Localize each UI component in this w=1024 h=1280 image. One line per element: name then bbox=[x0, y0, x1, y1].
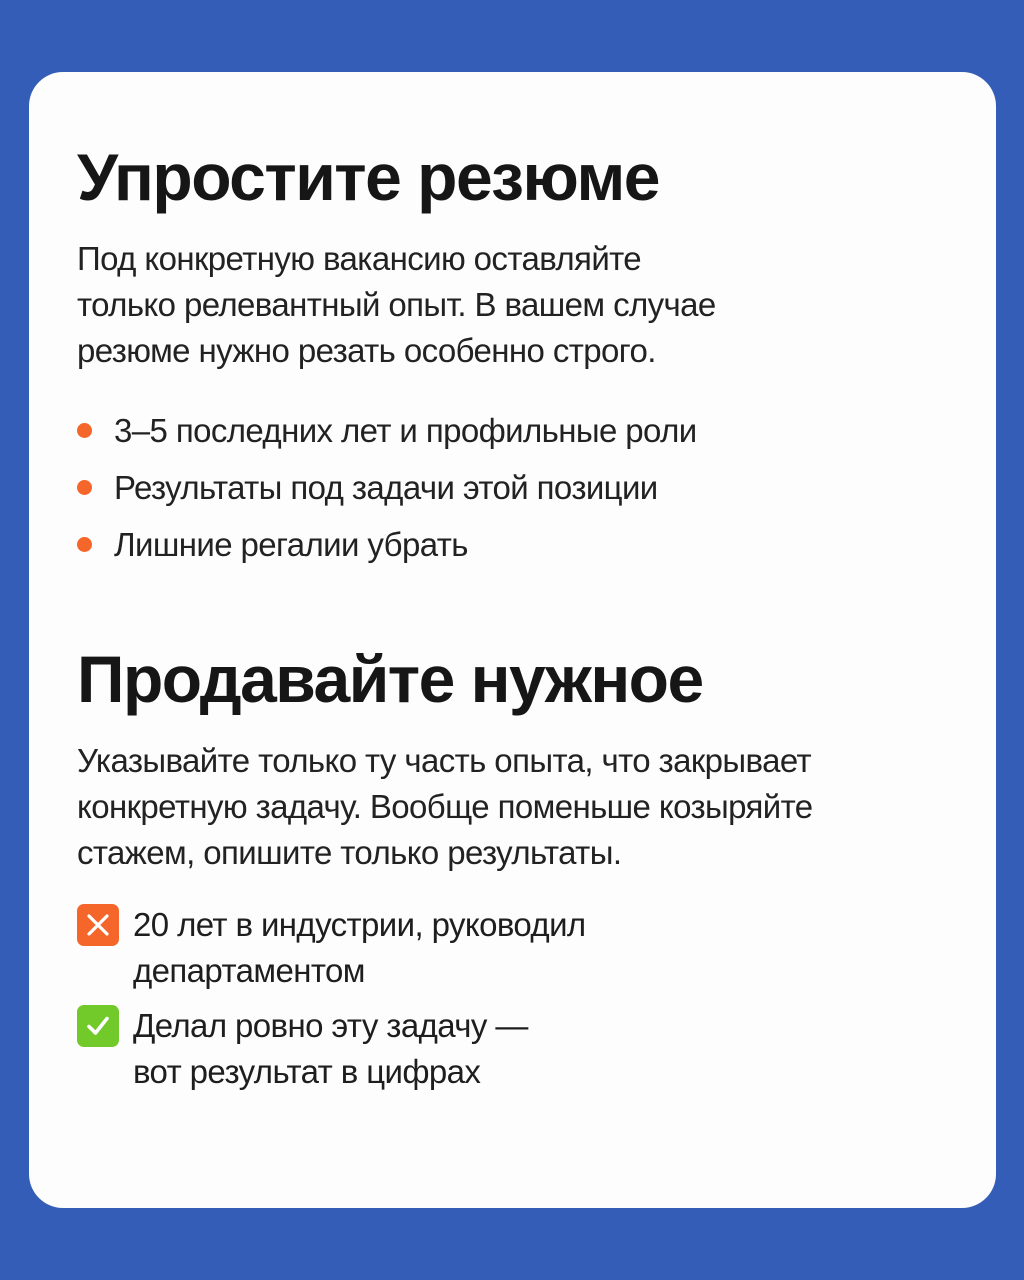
list-item bbox=[77, 459, 956, 516]
list-item-good-example bbox=[77, 1003, 956, 1095]
section-heading: Упростите резюме bbox=[77, 140, 659, 214]
check-mark-icon bbox=[77, 1005, 119, 1047]
content-card bbox=[29, 72, 996, 1208]
example-text: 20 лет в индустрии, руководил департаментом bbox=[133, 906, 586, 989]
list-item bbox=[77, 402, 956, 459]
example-list bbox=[77, 902, 956, 1095]
example-text: Делал ровно эту задачу — вот результат в цифрах bbox=[133, 1007, 528, 1090]
section-simplify-resume bbox=[77, 138, 956, 573]
bullet-text: Лишние регалии убрать bbox=[114, 525, 468, 563]
bullet-dot-icon bbox=[77, 480, 92, 495]
section-heading: Продавайте нужное bbox=[77, 642, 703, 716]
section-paragraph: Под конкретную вакансию оставляйте только релевантный опыт. В вашем случае резюме нужно резать особенно строго. bbox=[77, 240, 716, 369]
bullet-text: Результаты под задачи этой позиции bbox=[114, 468, 658, 506]
list-item bbox=[77, 516, 956, 573]
bullet-list bbox=[77, 402, 956, 573]
section-paragraph: Указывайте только ту часть опыта, что закрывает конкретную задачу. Вообще поменьше козыряйте стажем, опишите только результаты. bbox=[77, 742, 813, 871]
cross-mark-icon bbox=[77, 904, 119, 946]
section-sell-what-matters bbox=[77, 640, 956, 1104]
bullet-text: 3–5 последних лет и профильные роли bbox=[114, 411, 697, 449]
bullet-dot-icon bbox=[77, 537, 92, 552]
list-item-bad-example bbox=[77, 902, 956, 994]
bullet-dot-icon bbox=[77, 423, 92, 438]
